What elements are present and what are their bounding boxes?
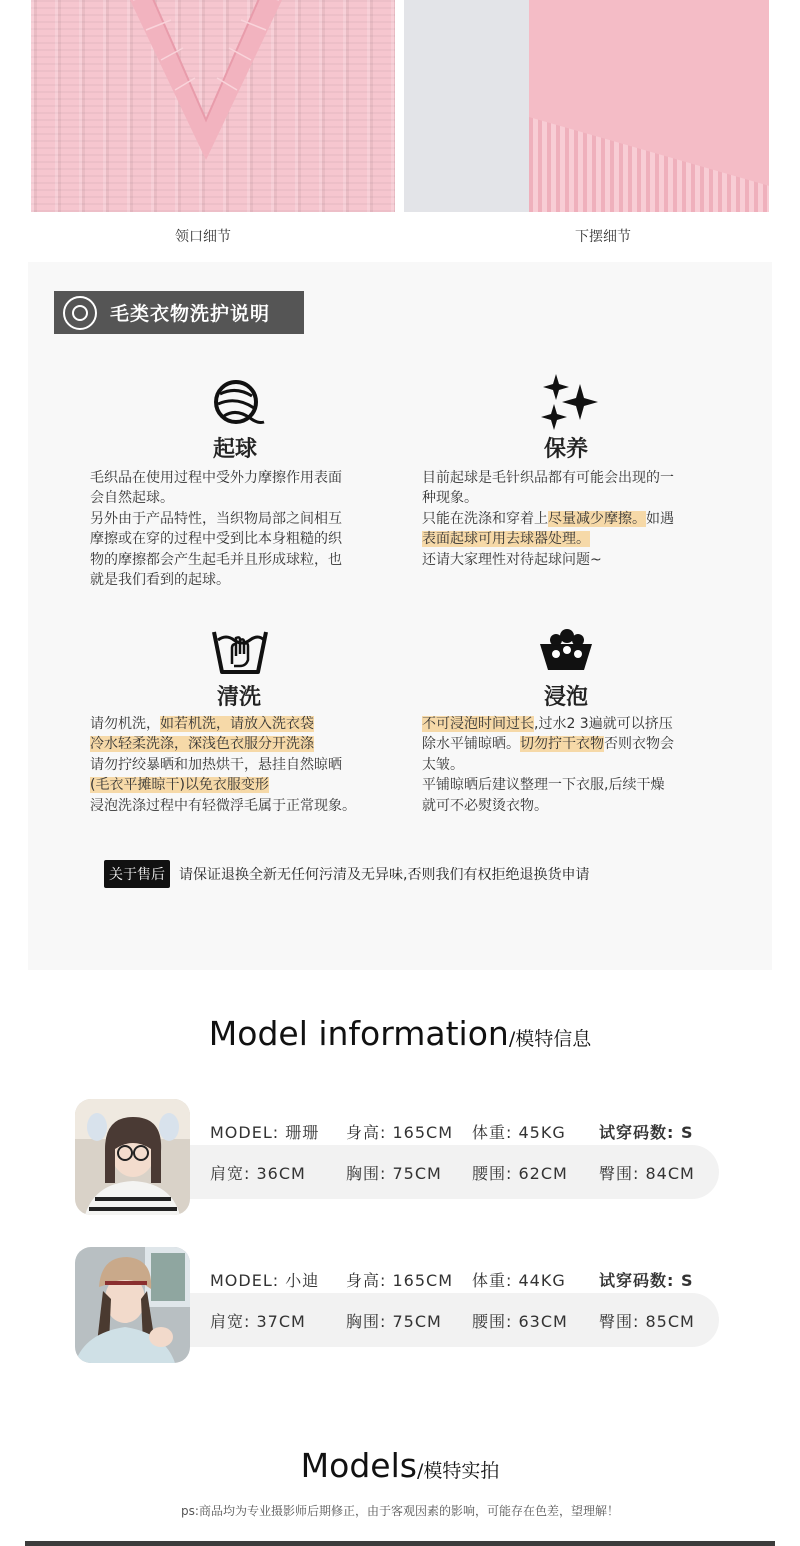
highlighted-text: (毛衣平摊晾干)以免衣服变形 [90, 777, 269, 794]
model-photo-1 [75, 1099, 190, 1215]
model-info-title [0, 1014, 800, 1053]
model-card-2 [75, 1247, 720, 1363]
care-text-line [90, 550, 390, 570]
care-text-segment: 另外由于产品特性，当织物局部之间相互 [90, 510, 342, 527]
care-header [54, 291, 304, 334]
highlighted-text: 尽量减少摩擦。 [548, 510, 646, 527]
care-text-segment: 否则衣物会 [604, 736, 674, 753]
highlighted-text: 冷水轻柔洗涤，深浅色衣服分开洗涤 [90, 736, 314, 753]
care-text-washing [90, 714, 390, 816]
models-title-cn: /模特实拍 [416, 1460, 500, 1482]
model-2-chest: 胸围: 75CM [346, 1312, 442, 1331]
sheep-icon [63, 296, 97, 330]
care-text-segment: 就是我们看到的起球。 [90, 572, 230, 589]
model-1-weight: 体重: 45KG [472, 1123, 566, 1142]
care-text-segment: 除水平铺晾晒。 [422, 736, 520, 753]
care-text-line [90, 714, 390, 734]
v-neck-illustration [111, 0, 301, 210]
care-text-line [422, 468, 722, 488]
care-text-line [90, 529, 390, 549]
care-text-line [422, 714, 722, 734]
models-title-en: Models [300, 1446, 417, 1485]
care-instructions-panel [28, 262, 772, 970]
care-text-line [422, 775, 722, 795]
care-text-maintenance [422, 468, 722, 570]
hand-wash-icon [210, 620, 270, 680]
care-text-segment: 目前起球是毛针织品都有可能会出现的一 [422, 470, 674, 486]
highlighted-text: 如若机洗，请放入洗衣袋 [160, 716, 314, 732]
model-card-1 [75, 1099, 720, 1215]
model-2-row-2 [210, 1309, 695, 1332]
care-text-line [90, 755, 390, 775]
care-text-segment: 物的摩擦都会产生起毛并且形成球粒，也 [90, 551, 342, 568]
care-text-line [422, 734, 722, 754]
model-1-shoulder: 肩宽: 36CM [210, 1164, 306, 1183]
hem-detail-photo [404, 0, 769, 212]
care-text-segment: 毛织品在使用过程中受外力摩擦作用表面 [90, 470, 342, 486]
care-text-line [422, 796, 722, 816]
color-difference-note: ps:商品均为专业摄影师后期修正，由于客观因素的影响，可能存在色差，望理解！ [181, 1504, 619, 1518]
care-text-segment: 就可不必熨烫衣物。 [422, 797, 548, 814]
after-sale-text: 请保证退换全新无任何污清及无异味,否则我们有权拒绝退换货申请 [179, 867, 590, 883]
model-2-waist: 腰围: 63CM [472, 1312, 568, 1331]
after-sale-notice [104, 860, 589, 888]
care-text-segment: 种现象。 [422, 490, 478, 507]
care-title-washing: 清洗 [216, 685, 261, 710]
neckline-detail-photo [31, 0, 395, 212]
model-2-name: MODEL: 小迪 [210, 1271, 320, 1290]
care-title-pilling: 起球 [212, 437, 257, 462]
care-text-line [90, 488, 390, 508]
models-photo-top-edge [25, 1541, 775, 1546]
highlighted-text: 切勿拧干衣物 [520, 736, 604, 753]
care-text-line [90, 468, 390, 488]
care-text-segment: 请勿机洗， [90, 716, 160, 732]
care-text-line [422, 755, 722, 775]
care-text-segment: 平铺晾晒后建议整理一下衣服,后续干燥 [422, 777, 665, 794]
hem-caption: 下摆细节 [575, 229, 631, 245]
care-text-segment: 如遇 [646, 510, 674, 527]
model-2-row-1 [210, 1268, 694, 1291]
model-1-hip: 臀围: 84CM [599, 1164, 695, 1183]
model-1-chest: 胸围: 75CM [346, 1164, 442, 1183]
neckline-caption: 领口细节 [175, 229, 231, 245]
model-info-title-cn: /模特信息 [508, 1028, 592, 1050]
care-text-line [90, 734, 390, 754]
care-text-line [422, 529, 722, 549]
model-photo-2 [75, 1247, 190, 1363]
care-text-segment: 浸泡洗涤过程中有轻微浮毛属于正常现象。 [90, 797, 356, 814]
highlighted-text: 不可浸泡时间过长 [422, 716, 534, 732]
care-text-segment: 太皱。 [422, 756, 464, 773]
care-text-segment: 会自然起球。 [90, 490, 174, 507]
model-1-row-2 [210, 1161, 695, 1184]
care-text-pilling [90, 468, 390, 590]
care-text-line [90, 570, 390, 590]
soak-basin-icon [536, 626, 596, 686]
model-1-waist: 腰围: 62CM [472, 1164, 568, 1183]
care-header-title: 毛类衣物洗护说明 [110, 303, 271, 325]
care-text-line [422, 550, 722, 570]
care-text-line [90, 775, 390, 795]
care-text-segment: 摩擦或在穿的过程中受到比本身粗糙的织 [90, 531, 342, 548]
care-text-line [422, 509, 722, 529]
model-1-height: 身高: 165CM [346, 1123, 453, 1142]
care-text-segment: 只能在洗涤和穿着上 [422, 510, 548, 527]
model-2-shoulder: 肩宽: 37CM [210, 1312, 306, 1331]
model-info-title-en: Model information [208, 1014, 509, 1053]
care-title-soaking: 浸泡 [543, 685, 588, 710]
care-text-line [90, 796, 390, 816]
model-2-weight: 体重: 44KG [472, 1271, 566, 1290]
model-2-height: 身高: 165CM [346, 1271, 453, 1290]
model-1-size: 试穿码数: S [599, 1123, 694, 1142]
after-sale-badge: 关于售后 [104, 860, 170, 888]
care-text-segment: 还请大家理性对待起球问题~ [422, 551, 602, 568]
model-2-size: 试穿码数: S [599, 1271, 694, 1290]
model-2-hip: 臀围: 85CM [599, 1312, 695, 1331]
care-title-maintenance: 保养 [543, 437, 588, 462]
model-1-row-1 [210, 1120, 694, 1143]
care-text-segment: ,过水2 3遍就可以挤压 [534, 716, 673, 732]
care-text-line [422, 488, 722, 508]
care-text-segment: 请勿拧绞暴晒和加热烘干，悬挂自然晾晒 [90, 756, 342, 773]
sparkle-icon [538, 370, 598, 430]
models-title [0, 1446, 800, 1485]
highlighted-text: 表面起球可用去球器处理。 [422, 531, 590, 548]
yarn-ball-icon [206, 374, 266, 434]
model-1-name: MODEL: 珊珊 [210, 1123, 320, 1142]
care-text-line [90, 509, 390, 529]
care-text-soaking [422, 714, 722, 816]
